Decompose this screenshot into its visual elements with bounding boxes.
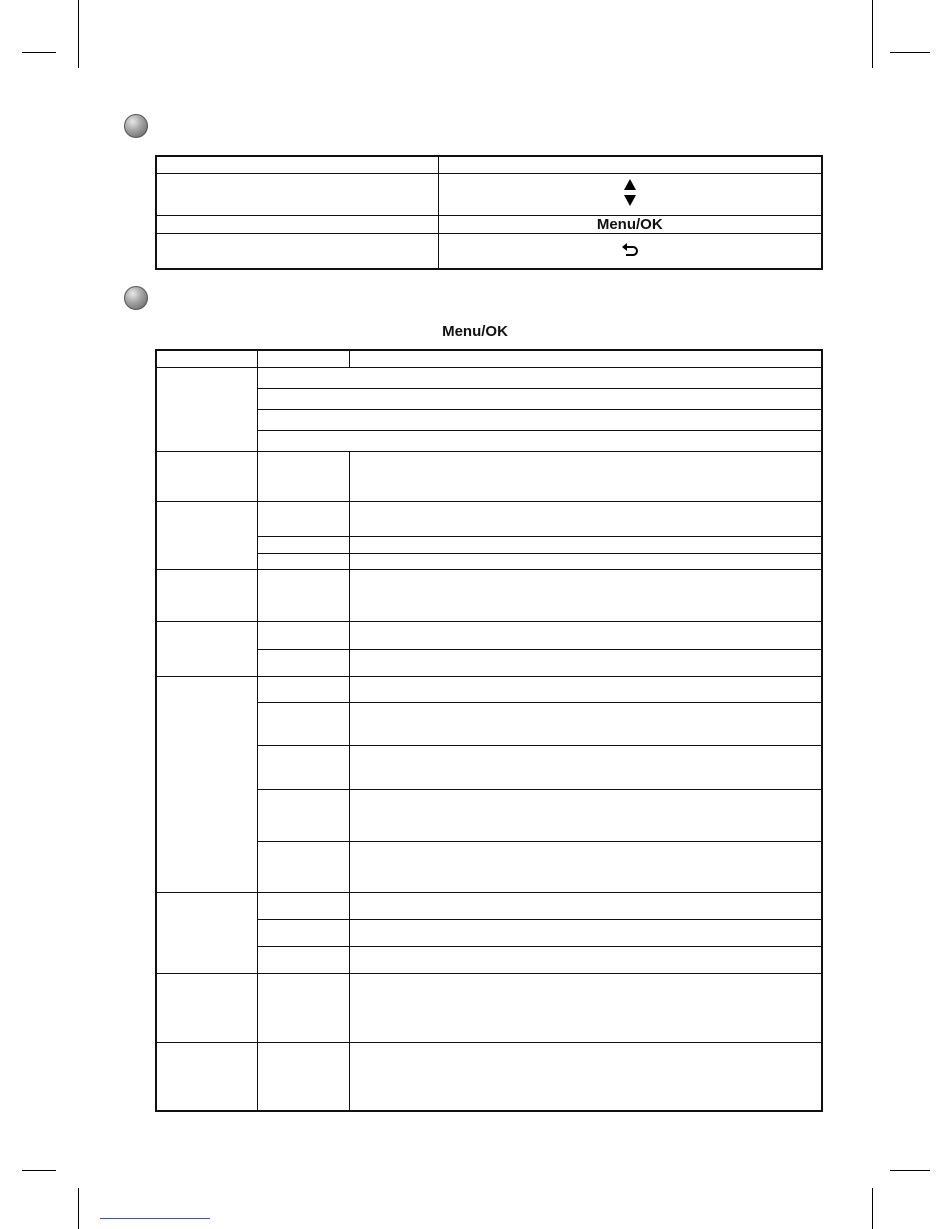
menu-group4-desc (349, 569, 822, 621)
menu-group6-label (156, 676, 257, 892)
menu-header-row (156, 350, 822, 367)
menu-group5-row1 (156, 621, 822, 649)
controls-row-confirm (156, 215, 822, 233)
controls-table (155, 155, 823, 270)
menu-group6-desc1 (349, 676, 822, 702)
menu-group3-desc3 (349, 553, 822, 569)
menu-header-col1 (156, 350, 257, 367)
menu-group3-option2 (257, 536, 349, 553)
menu-group3-desc2 (349, 536, 822, 553)
menu-group9-row1 (156, 1042, 822, 1111)
menu-group9-label (156, 1042, 257, 1111)
return-arrow-icon (621, 242, 639, 258)
menu-header-col3 (349, 350, 822, 367)
menu-group9-desc (349, 1042, 822, 1111)
menu-group6-option3 (257, 745, 349, 789)
menu-group6-desc2 (349, 702, 822, 745)
menu-group5-desc1 (349, 621, 822, 649)
crop-mark-bottom-left-h (22, 1170, 56, 1171)
menu-group4-label (156, 569, 257, 621)
menu-group1-label (156, 367, 257, 451)
controls-header-right (438, 156, 822, 173)
triangle-down-icon (439, 194, 822, 210)
menu-group9-option (257, 1042, 349, 1111)
menu-group6-option5 (257, 841, 349, 892)
menu-group7-row1 (156, 892, 822, 919)
menu-group8-label (156, 973, 257, 1042)
menu-group1-row2-text (257, 388, 822, 409)
menu-group5-desc2 (349, 649, 822, 676)
menu-group1-row3-text (257, 409, 822, 430)
menu-group8-row1 (156, 973, 822, 1042)
controls-row-navigate-desc (156, 173, 438, 215)
menu-group1-row1 (156, 367, 822, 388)
menu-group2-row1 (156, 451, 822, 501)
menu-group6-option2 (257, 702, 349, 745)
menu-group1-row4-text (257, 430, 822, 451)
controls-row-confirm-desc (156, 215, 438, 233)
menu-ok-key-label: Menu/OK (438, 215, 822, 233)
menu-group2-desc (349, 451, 822, 501)
menu-group8-desc (349, 973, 822, 1042)
menu-group5-option2 (257, 649, 349, 676)
menu-group6-row1 (156, 676, 822, 702)
section1-bullet-icon (124, 114, 148, 138)
menu-group7-desc3 (349, 946, 822, 973)
controls-row-back-key (438, 233, 822, 269)
menu-group3-desc1 (349, 501, 822, 536)
crop-mark-bottom-right-v (872, 1188, 873, 1229)
menu-group4-option (257, 569, 349, 621)
crop-mark-bottom-right-h (890, 1170, 930, 1171)
controls-header-row (156, 156, 822, 173)
menu-group7-option3 (257, 946, 349, 973)
menu-ok-caption: Menu/OK (442, 323, 508, 340)
menu-group6-desc3 (349, 745, 822, 789)
menu-group2-label (156, 451, 257, 501)
triangle-up-icon (439, 178, 822, 194)
menu-group6-option1 (257, 676, 349, 702)
crop-mark-top-left-h (22, 52, 56, 53)
controls-row-navigate-key (438, 173, 822, 215)
menu-group8-option (257, 973, 349, 1042)
section2-bullet-icon (124, 286, 148, 310)
menu-group4-row1 (156, 569, 822, 621)
menu-group1-row1-text (257, 367, 822, 388)
menu-group7-desc2 (349, 919, 822, 946)
menu-group3-label (156, 501, 257, 569)
controls-header-left (156, 156, 438, 173)
crop-mark-top-right-h (890, 52, 930, 53)
controls-row-back (156, 233, 822, 269)
controls-row-navigate (156, 173, 822, 215)
menu-group7-label (156, 892, 257, 973)
crop-mark-bottom-left-v (78, 1188, 79, 1229)
footer-link-underline (100, 1218, 210, 1219)
menu-group3-option3 (257, 553, 349, 569)
menu-settings-table (155, 349, 823, 1112)
menu-group2-option (257, 451, 349, 501)
menu-group6-desc5 (349, 841, 822, 892)
menu-group7-desc1 (349, 892, 822, 919)
crop-mark-top-left-v (78, 0, 79, 68)
menu-group3-row1 (156, 501, 822, 536)
controls-row-back-desc (156, 233, 438, 269)
menu-group7-option2 (257, 919, 349, 946)
menu-group5-option1 (257, 621, 349, 649)
menu-group5-label (156, 621, 257, 676)
menu-group7-option1 (257, 892, 349, 919)
menu-group6-desc4 (349, 789, 822, 841)
menu-group3-option1 (257, 501, 349, 536)
menu-header-col2 (257, 350, 349, 367)
menu-group6-option4 (257, 789, 349, 841)
crop-mark-top-right-v (872, 0, 873, 68)
